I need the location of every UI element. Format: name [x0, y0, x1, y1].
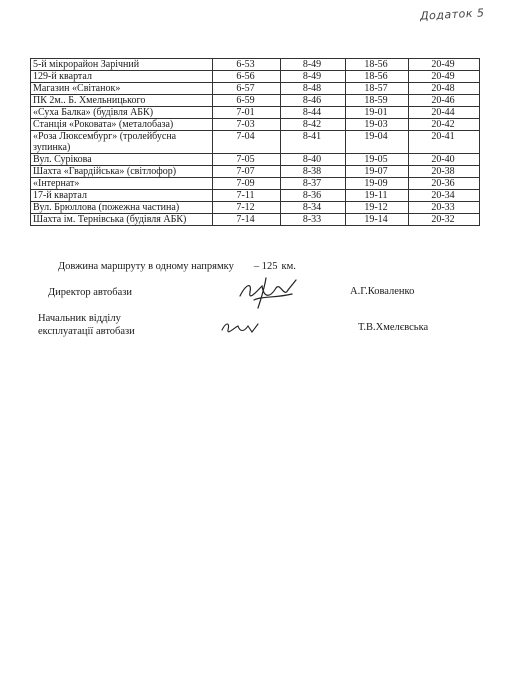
- operations-head-title-line2: експлуатації автобази: [38, 326, 135, 337]
- time-cell: 8-34: [281, 202, 346, 214]
- stop-name-cell: Шахта «Гвардійська» (світлофор): [31, 166, 213, 178]
- time-cell: 20-42: [409, 119, 480, 131]
- time-cell: 19-11: [346, 190, 409, 202]
- schedule-row: [31, 214, 480, 226]
- time-cell: 20-40: [409, 154, 480, 166]
- stop-name-cell: Вул. Брюллова (пожежна частина): [31, 202, 213, 214]
- time-cell: 19-09: [346, 178, 409, 190]
- schedule-row: [31, 166, 480, 178]
- time-cell: 6-59: [213, 95, 281, 107]
- operations-head-title: [38, 312, 135, 338]
- route-length-separator: –: [253, 261, 260, 272]
- time-cell: 8-48: [281, 83, 346, 95]
- time-cell: 8-33: [281, 214, 346, 226]
- schedule-row: [31, 83, 480, 95]
- schedule-body: [31, 59, 480, 226]
- time-cell: 8-42: [281, 119, 346, 131]
- stop-name-cell: 17-й квартал: [31, 190, 213, 202]
- time-cell: 20-49: [409, 71, 480, 83]
- schedule-row: [31, 107, 480, 119]
- time-cell: 7-11: [213, 190, 281, 202]
- route-length-line: [58, 261, 296, 272]
- time-cell: 18-57: [346, 83, 409, 95]
- time-cell: 6-56: [213, 71, 281, 83]
- operations-head-signature-icon: [218, 318, 262, 338]
- schedule-row: [31, 190, 480, 202]
- time-cell: 8-41: [281, 131, 346, 154]
- time-cell: 18-56: [346, 59, 409, 71]
- time-cell: 8-37: [281, 178, 346, 190]
- schedule-row: [31, 71, 480, 83]
- route-length-label: Довжина маршруту в одному напрямку: [58, 261, 234, 272]
- time-cell: 6-57: [213, 83, 281, 95]
- time-cell: 19-05: [346, 154, 409, 166]
- time-cell: 20-38: [409, 166, 480, 178]
- stop-name-cell: 5-й мікрорайон Зарічний: [31, 59, 213, 71]
- schedule-row: [31, 202, 480, 214]
- time-cell: 20-36: [409, 178, 480, 190]
- time-cell: 8-49: [281, 71, 346, 83]
- schedule-row: [31, 119, 480, 131]
- time-cell: 19-03: [346, 119, 409, 131]
- schedule-row: [31, 59, 480, 71]
- schedule-row: [31, 131, 480, 154]
- stop-name-cell: Вул. Сурікова: [31, 154, 213, 166]
- time-cell: 20-49: [409, 59, 480, 71]
- time-cell: 19-12: [346, 202, 409, 214]
- time-cell: 7-04: [213, 131, 281, 154]
- time-cell: 7-09: [213, 178, 281, 190]
- schedule-row: [31, 95, 480, 107]
- director-signature-icon: [236, 276, 300, 310]
- stop-name-cell: «Суха Балка» (будівля АБК): [31, 107, 213, 119]
- time-cell: 7-14: [213, 214, 281, 226]
- director-title: Директор автобази: [48, 287, 133, 298]
- stop-name-cell: ПК 2м.. Б. Хмельницького: [31, 95, 213, 107]
- time-cell: 19-14: [346, 214, 409, 226]
- time-cell: 20-41: [409, 131, 480, 154]
- operations-head-title-line1: Начальник відділу: [38, 313, 121, 324]
- time-cell: 20-33: [409, 202, 480, 214]
- time-cell: 8-38: [281, 166, 346, 178]
- time-cell: 20-48: [409, 83, 480, 95]
- time-cell: 7-05: [213, 154, 281, 166]
- time-cell: 7-07: [213, 166, 281, 178]
- schedule-row: [31, 154, 480, 166]
- stop-name-cell: Магазин «Світанок»: [31, 83, 213, 95]
- schedule-row: [31, 178, 480, 190]
- time-cell: 7-01: [213, 107, 281, 119]
- time-cell: 20-34: [409, 190, 480, 202]
- time-cell: 8-36: [281, 190, 346, 202]
- stop-name-cell: Шахта ім. Тернівська (будівля АБК): [31, 214, 213, 226]
- time-cell: 18-59: [346, 95, 409, 107]
- time-cell: 8-49: [281, 59, 346, 71]
- time-cell: 8-44: [281, 107, 346, 119]
- time-cell: 20-44: [409, 107, 480, 119]
- time-cell: 8-40: [281, 154, 346, 166]
- stop-name-cell: 129-й квартал: [31, 71, 213, 83]
- time-cell: 19-01: [346, 107, 409, 119]
- stop-name-cell: «Роза Люксембург» (тролейбусна зупинка): [31, 131, 213, 154]
- operations-head-name: Т.В.Хмелєвська: [358, 322, 429, 333]
- director-name: А.Г.Коваленко: [350, 286, 415, 297]
- time-cell: 19-07: [346, 166, 409, 178]
- schedule-table: [30, 58, 480, 226]
- route-length-value: 125: [261, 261, 278, 272]
- time-cell: 18-56: [346, 71, 409, 83]
- time-cell: 7-03: [213, 119, 281, 131]
- time-cell: 20-46: [409, 95, 480, 107]
- annex-note: Додаток 5: [419, 6, 485, 23]
- time-cell: 7-12: [213, 202, 281, 214]
- route-length-unit: км.: [281, 261, 296, 272]
- time-cell: 6-53: [213, 59, 281, 71]
- time-cell: 20-32: [409, 214, 480, 226]
- time-cell: 19-04: [346, 131, 409, 154]
- time-cell: 8-46: [281, 95, 346, 107]
- stop-name-cell: «Інтернат»: [31, 178, 213, 190]
- stop-name-cell: Станція «Роковата» (металобаза): [31, 119, 213, 131]
